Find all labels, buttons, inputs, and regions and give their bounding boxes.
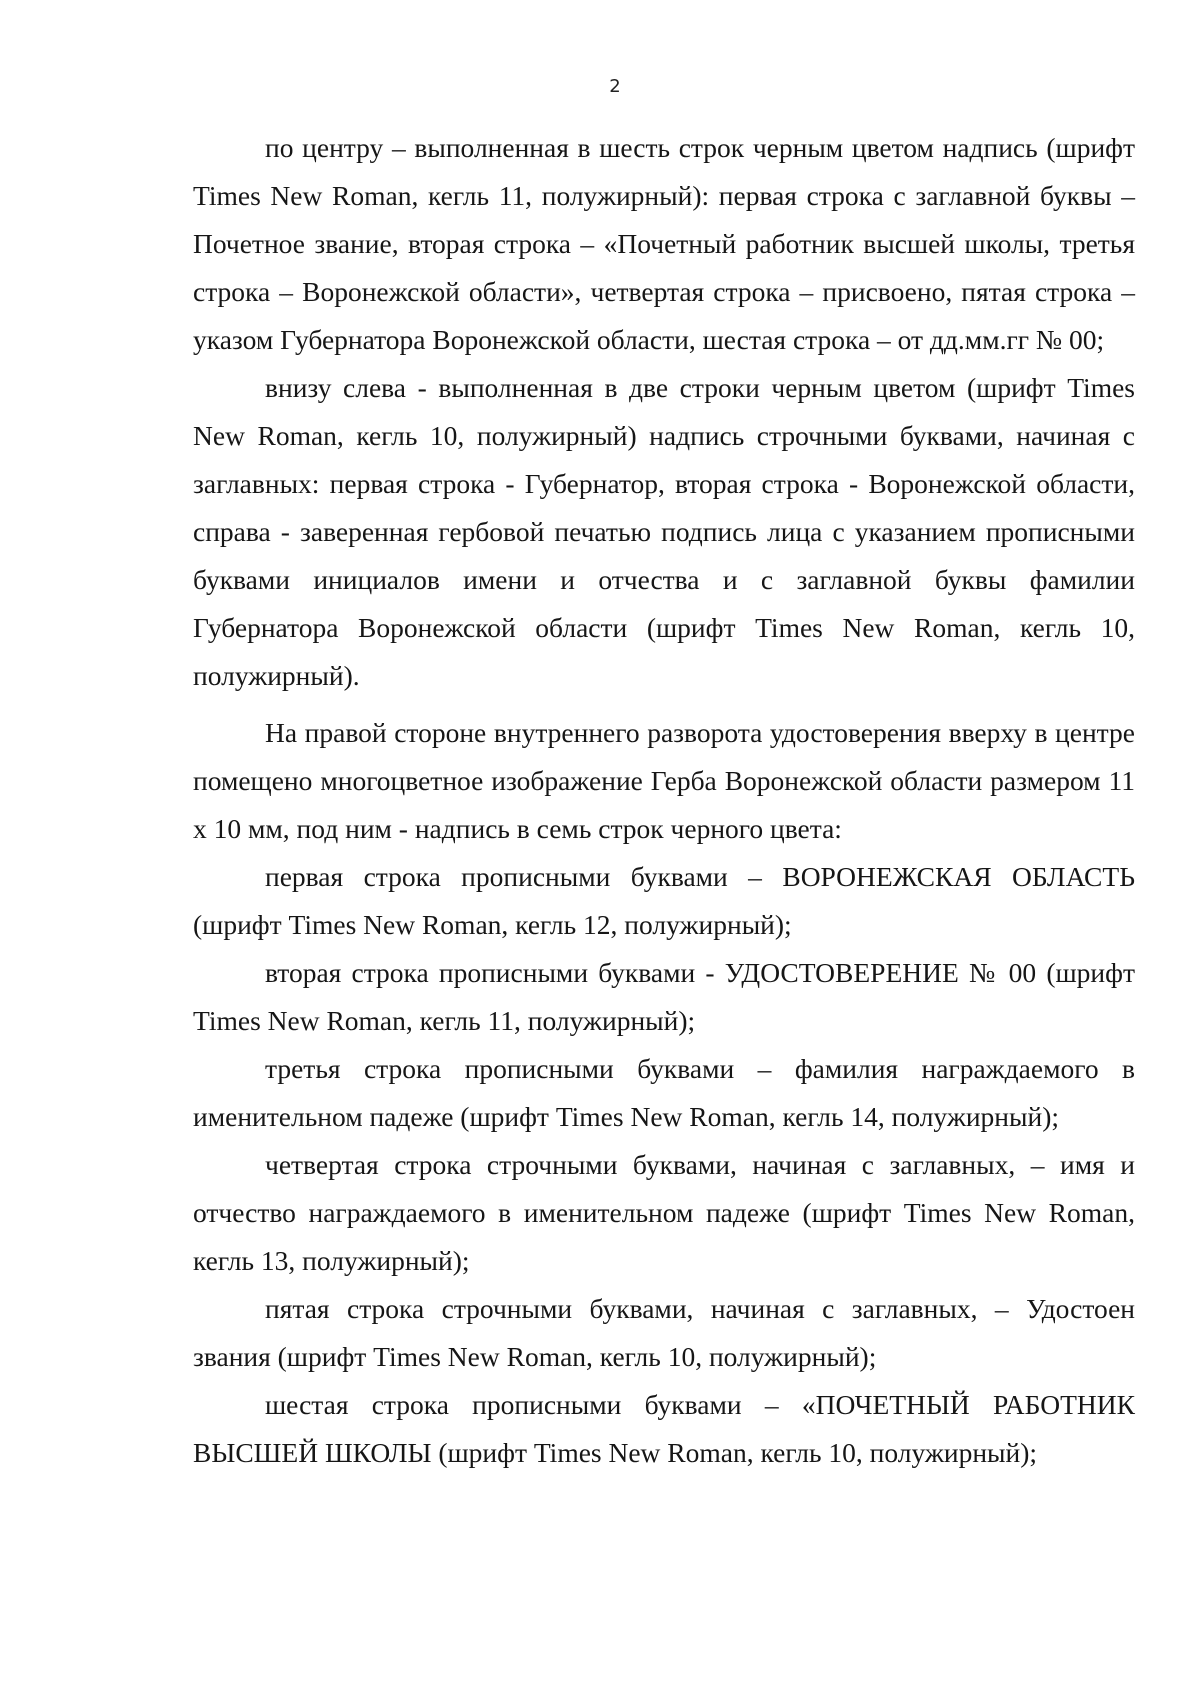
paragraph-right-side-description: На правой стороне внутреннего разворота удостоверения вверху в центре помещено многоцветное изображение Герба Воронежской области размером 11 х 10 мм, под ним - надпись в семь строк черного цвета: [193, 717, 1135, 844]
paragraph-line-2: вторая строка прописными буквами - УДОСТОВЕРЕНИЕ № 00 (шрифт Times New Roman, кегль 11, полужирный); [193, 957, 1135, 1036]
page-number: 2 [609, 76, 621, 97]
paragraph-line-3: третья строка прописными буквами – фамилия награждаемого в именительном падеже (шрифт Times New Roman, кегль 14, полужирный); [193, 1053, 1135, 1132]
document-body [193, 124, 1135, 1477]
paragraph-line-6: шестая строка прописными буквами – «ПОЧЕТНЫЙ РАБОТНИК ВЫСШЕЙ ШКОЛЫ (шрифт Times New Roman, кегль 10, полужирный); [193, 1389, 1135, 1468]
paragraph-line-1: первая строка прописными буквами – ВОРОНЕЖСКАЯ ОБЛАСТЬ (шрифт Times New Roman, кегль 12, полужирный); [193, 861, 1135, 940]
paragraph-front-bottom-inscription: внизу слева - выполненная в две строки черным цветом (шрифт Times New Roman, кегль 10, полужирный) надпись строчными буквами, начиная с заглавных: первая строка - Губернатор, вторая строка - Воронежской области, справа - заверенная гербовой печатью подпись лица с указанием прописными буквами инициалов имени и отчества и с заглавной буквы фамилии Губернатора Воронежской области (шрифт Times New Roman, кегль 10, полужирный). [193, 372, 1135, 691]
paragraph-line-5: пятая строка строчными буквами, начиная с заглавных, – Удостоен звания (шрифт Times New Roman, кегль 10, полужирный); [193, 1293, 1135, 1372]
paragraph-line-4: четвертая строка строчными буквами, начиная с заглавных, – имя и отчество награждаемого в именительном падеже (шрифт Times New Roman, кегль 13, полужирный); [193, 1149, 1135, 1276]
paragraph-front-center-inscription: по центру – выполненная в шесть строк черным цветом надпись (шрифт Times New Roman, кегль 11, полужирный): первая строка с заглавной буквы – Почетное звание, вторая строка – «Почетный работник высшей школы, третья строка – Воронежской области», четвертая строка – присвоено, пятая строка – указом Губернатора Воронежской области, шестая строка – от дд.мм.гг № 00; [193, 132, 1135, 355]
